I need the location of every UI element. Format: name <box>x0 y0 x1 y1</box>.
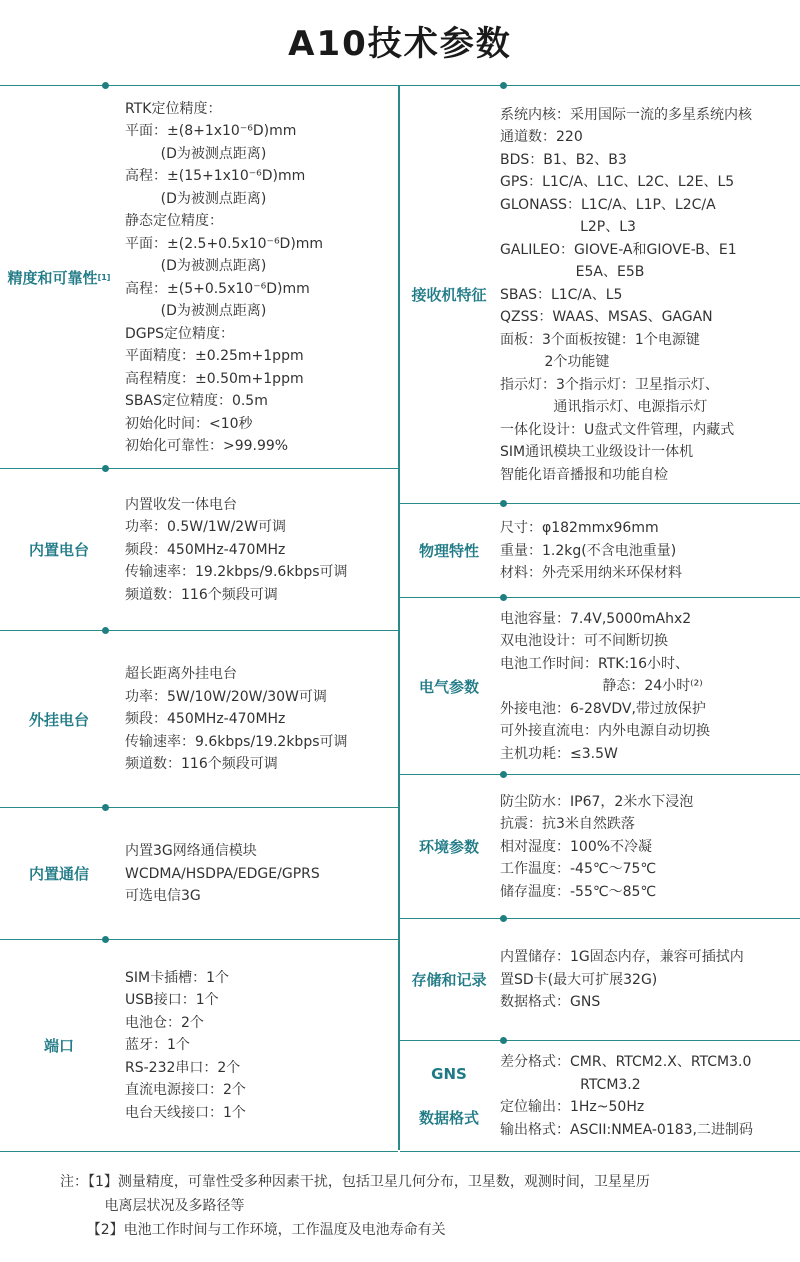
spec-category-label: 存储和记录 <box>411 971 487 989</box>
spec-line: 电池工作时间：RTK:16小时、 <box>500 655 689 672</box>
spec-row <box>0 630 398 808</box>
spec-line: 初始化时间：<10秒 <box>125 415 253 432</box>
spec-line: 面板：3个面板按键：1个电源键 <box>500 331 700 348</box>
spec-line: 内置储存：1G固态内存，兼容可插拭内 <box>500 949 744 966</box>
spec-line: 频道数：116个频段可调 <box>125 586 278 603</box>
spec-line: 2个功能键 <box>500 354 610 371</box>
spec-line: SIM卡插槽：1个 <box>125 969 230 986</box>
spec-values <box>125 808 395 940</box>
spec-row <box>0 468 398 631</box>
spec-line: 功率：5W/10W/20W/30W可调 <box>125 688 327 705</box>
spec-line: 一体化设计：U盘式文件管理，内藏式 <box>500 421 735 438</box>
spec-values <box>125 940 395 1151</box>
spec-line: 电池仓：2个 <box>125 1014 204 1031</box>
spec-line: RS-232串口：2个 <box>125 1059 241 1076</box>
spec-line: 初始化可靠性：>99.99% <box>125 438 289 454</box>
spec-line: 平面精度：±0.25m+1ppm <box>125 348 304 364</box>
spec-line: E5A、E5B <box>500 264 645 281</box>
spec-line: (D为被测点距离) <box>125 145 267 162</box>
spec-line: 指示灯：3个指示灯：卫星指示灯、 <box>500 376 719 393</box>
spec-line: 电台天线接口：1个 <box>125 1104 246 1121</box>
spec-row <box>0 807 398 940</box>
spec-line: 内置收发一体电台 <box>125 496 237 513</box>
spec-line: WCDMA/HSDPA/EDGE/GPRS <box>125 865 320 882</box>
spec-category-label: 内置通信 <box>28 865 89 883</box>
spec-line: 通讯指示灯、电源指示灯 <box>500 399 708 416</box>
spec-values <box>500 504 800 598</box>
spec-row <box>400 918 800 1041</box>
spec-category-label: 内置电台 <box>28 541 89 559</box>
spec-line: 频道数：116个频段可调 <box>125 756 278 773</box>
spec-category-label: GNS 数据格式 <box>418 1065 479 1127</box>
spec-row <box>400 503 800 598</box>
spec-line: 系统内核：采用国际一流的多星系统内核 <box>500 106 752 123</box>
spec-line: (D为被测点距离) <box>125 190 267 207</box>
spec-line: 传输速率：19.2kbps/9.6kbps可调 <box>125 564 348 581</box>
spec-values <box>125 469 395 631</box>
spec-line: 电池容量：7.4V,5000mAhx2 <box>500 610 692 627</box>
spec-line: (D为被测点距离) <box>125 258 267 274</box>
spec-line: 差分格式：CMR、RTCM2.X、RTCM3.0 <box>500 1054 752 1070</box>
spec-category-label: 端口 <box>43 1036 74 1055</box>
spec-line: DGPS定位精度： <box>125 325 234 342</box>
spec-line: 频段：450MHz-470MHz <box>125 711 286 728</box>
spec-values <box>500 919 800 1041</box>
spec-line: 置SD卡(最大可扩展32G) <box>500 971 658 988</box>
spec-line: 双电池设计：可不间断切换 <box>500 633 668 650</box>
spec-line: GALILEO：GIOVE-A和GIOVE-B、E1 <box>500 241 737 258</box>
spec-row <box>0 85 398 469</box>
spec-line: 重量：1.2kg(不含电池重量) <box>500 542 677 559</box>
spec-line: GLONASS：L1C/A、L1P、L2C/A <box>500 196 716 213</box>
spec-line: RTCM3.2 <box>500 1076 641 1093</box>
spec-line: 超长距离外挂电台 <box>125 666 237 683</box>
spec-values <box>125 631 395 808</box>
spec-line: 储存温度：-55℃～85℃ <box>500 883 657 900</box>
spec-line: 平面：±(8+1x10⁻⁶D)mm <box>125 123 297 139</box>
spec-line: GPS：L1C/A、L1C、L2C、L2E、L5 <box>500 174 735 191</box>
spec-line: RTK定位精度： <box>125 100 222 117</box>
spec-values <box>500 1041 800 1151</box>
spec-line: SBAS：L1C/A、L5 <box>500 286 623 303</box>
spec-line: 抗震：抗3米自然跌落 <box>500 816 635 833</box>
spec-line: 可选电信3G <box>125 888 201 905</box>
footnote-line: 注：【1】测量精度，可靠性受多种因素干扰，包括卫星几何分布，卫星数，观测时间，卫星星历 <box>60 1174 650 1190</box>
spec-category-label: 外挂电台 <box>28 710 89 729</box>
spec-line: BDS：B1、B2、B3 <box>500 151 627 168</box>
spec-row <box>400 85 800 504</box>
spec-line: 直流电源接口：2个 <box>125 1082 246 1099</box>
spec-line: 智能化语音播报和功能自检 <box>500 466 668 483</box>
spec-line: 内置3G网络通信模块 <box>125 843 257 860</box>
spec-line: 主机功耗：≤3.5W <box>500 745 618 762</box>
spec-line: 防尘防水：IP67，2米水下浸泡 <box>500 793 694 810</box>
spec-values <box>125 86 395 469</box>
footnotes <box>60 1170 650 1242</box>
spec-line: 定位输出：1Hz~50Hz <box>500 1099 645 1115</box>
spec-line: (D为被测点距离) <box>125 303 267 319</box>
spec-line: 频段：450MHz-470MHz <box>125 541 286 558</box>
spec-line: 工作温度：-45℃～75℃ <box>500 861 657 878</box>
spec-category-label: 电气参数 <box>418 677 479 696</box>
spec-line: 平面：±(2.5+0.5x10⁻⁶D)mm <box>125 235 324 252</box>
spec-line: 高程精度：±0.50m+1ppm <box>125 370 304 387</box>
spec-line: 高程：±(5+0.5x10⁻⁶D)mm <box>125 280 310 297</box>
spec-line: SBAS定位精度：0.5m <box>125 393 268 409</box>
spec-line: L2P、L3 <box>500 219 636 236</box>
spec-category-label: 精度和可靠性 [1] <box>7 268 111 287</box>
spec-row <box>0 939 398 1152</box>
spec-category-label: 接收机特征 <box>411 286 487 304</box>
footnote-line: 【2】电池工作时间与工作环境，工作温度及电池寿命有关 <box>60 1222 446 1238</box>
spec-line: 传输速率：9.6kbps/19.2kbps可调 <box>125 733 348 750</box>
spec-line: 材料：外壳采用纳米环保材料 <box>500 565 682 582</box>
spec-line: 高程：±(15+1x10⁻⁶D)mm <box>125 168 306 184</box>
spec-line: QZSS：WAAS、MSAS、GAGAN <box>500 309 713 326</box>
footnote-line: 电离层状况及多路径等 <box>60 1198 245 1214</box>
spec-values <box>500 86 800 504</box>
spec-line: 蓝牙：1个 <box>125 1037 190 1054</box>
spec-row <box>400 1040 800 1152</box>
spec-line: 尺寸：φ182mmx96mm <box>500 520 659 537</box>
spec-line: 静态：24小时⁽²⁾ <box>500 678 703 695</box>
spec-row <box>400 774 800 919</box>
spec-line: 数据格式：GNS <box>500 994 601 1011</box>
spec-line: 相对湿度：100%不冷凝 <box>500 838 653 855</box>
spec-line: 功率：0.5W/1W/2W可调 <box>125 519 287 536</box>
spec-line: 输出格式：ASCII:NMEA-0183,二进制码 <box>500 1121 754 1138</box>
spec-line: SIM通讯模块工业级设计一体机 <box>500 444 694 461</box>
spec-category-label: 物理特性 <box>418 542 479 560</box>
spec-row <box>400 597 800 775</box>
spec-values <box>500 775 800 919</box>
spec-values <box>500 598 800 775</box>
spec-category-label: 环境参数 <box>418 838 479 856</box>
spec-line: 通道数：220 <box>500 129 583 146</box>
spec-line: 外接电池：6-28VDV,带过放保护 <box>500 700 706 717</box>
spec-line: USB接口：1个 <box>125 992 219 1009</box>
spec-line: 可外接直流电：内外电源自动切换 <box>500 723 710 740</box>
page-title: A10技术参数 <box>288 24 512 64</box>
spec-line: 静态定位精度： <box>125 213 223 229</box>
